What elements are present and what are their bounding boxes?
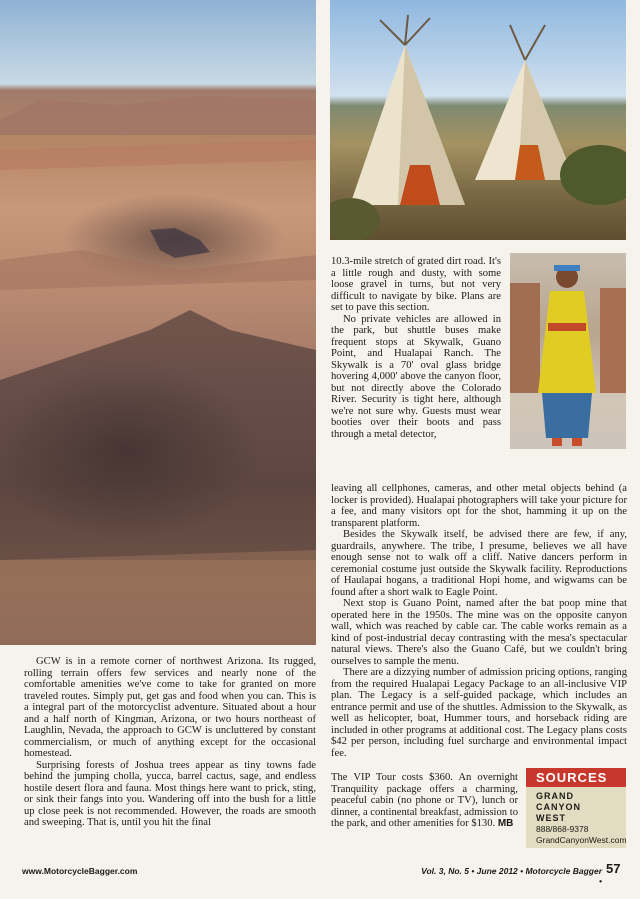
sources-name-line1: GRAND CANYON (536, 791, 582, 812)
sources-name-line2: WEST (536, 813, 566, 823)
canyon-photo (0, 0, 316, 645)
canyon-photo-art (0, 0, 316, 645)
teepee-photo-art (330, 0, 626, 240)
author-signature: MB (497, 818, 514, 829)
right-paragraph-2: Besides the Skywalk itself, be advised there are few, if any, guardrails, anywhere. The tribe, I presume, believes we all have enough sense not to walk off a cliff. Native dancers perform in ceremonial costume just outside the Skywalk facility. Reproductions of Haulapai hogans, a traditional Hopi home, and wigwams can be found after a short walk to Eagle Point. (331, 529, 627, 598)
right-column-text (331, 483, 627, 759)
sources-box (526, 768, 626, 848)
footer-issue: Vol. 3, No. 5 • June 2012 • Motorcycle Bagger • (421, 866, 602, 886)
sources-phone: 888/868-9378 (536, 824, 589, 834)
right-paragraph-1: leaving all cellphones, cameras, and other metal objects behind (a locker is provided). Hualapai photographers will take your picture for a fee, and many visitors opt for the shot, hamming it up on the transparent platform. (331, 483, 627, 529)
sources-body (526, 787, 626, 850)
right-paragraph-3: Next stop is Guano Point, named after the bat poop mine that operated here in the 1950s. The mine was on the opposite canyon wall, which was reached by cable car. The cable works remain as a kind of post-industrial decay contrasting with the mesa's spectacular natural views. There's also the Guano Café, but we couldn't bring ourselves to sample the menu. (331, 598, 627, 667)
page-number: 57 (606, 861, 621, 876)
left-column-text (24, 656, 316, 829)
dancer-photo (510, 253, 626, 449)
right-bottom-paragraph (331, 772, 518, 830)
right-bottom-text (331, 772, 518, 830)
left-paragraph-2: Surprising forests of Joshua trees appear as tiny towns fade behind the jumping cholla, yucca, barrel cactus, sage, and endless hostile desert flora and fauna. Most things here want to prick, sting, or sink their fangs into you. Wandering off into the bush for a little up close peek is not recommended. However, the roads are smooth and sweeping. That is, until you hit the final (24, 759, 316, 828)
right-top-text (331, 256, 501, 440)
teepee-photo (330, 0, 626, 240)
dancer-photo-art (510, 253, 626, 449)
left-paragraph-1: GCW is in a remote corner of northwest Arizona. Its rugged, rolling terrain offers few services and nearly none of the comfortable amenities we've come to take for granted on more traveled routes. Simply put, get gas and food when you can. This is a integral part of the motorcyclist adventure. Situated about a hour and a half north of Kingman, Arizona, or two hours northeast of Laughlin, Nevada, the approach to GCW is uncluttered by constant commercialism, or much of anything except for the occasional homestead. (24, 656, 316, 759)
vip-tour-text: The VIP Tour costs $360. An overnight Tranquility package offers a charming, peaceful cabin (no phone or TV), lunch or dinner, a continental breakfast, admission to the park, and other amenities for $130. (331, 772, 518, 829)
right-top-paragraph-1: 10.3-mile stretch of grated dirt road. It's a little rough and dusty, with some loose gravel in turns, but not very difficult to navigate by bike. Plans are set to pave this section. (331, 256, 501, 313)
right-paragraph-4: There are a dizzying number of admission pricing options, ranging from the required Hualapai Legacy Package to an all-inclusive VIP plan. The Legacy is a self-guided package, which includes an entrance permit and use of the shuttles. Admission to the Skywalk, as well as helicopter, boat, Hummer tours, and horseback riding are included in other programs at additional cost. The Legacy plans costs $42 per person, including fuel surcharge and environmental impact fee. (331, 667, 627, 759)
right-top-paragraph-2: No private vehicles are allowed in the park, but shuttle buses make frequent stops at Skywalk, Guano Point, and Hualapai Ranch. The Skywalk is a 70' oval glass bridge hovering 4,000' above the canyon floor, but not directly above the Colorado River. Security is tight here, although we're not sure why. Guests must wear booties over their boots and pass through a metal detector, (331, 313, 501, 440)
footer-url: www.MotorcycleBagger.com (22, 866, 138, 876)
sources-website: GrandCanyonWest.com (536, 835, 627, 845)
sources-heading: SOURCES (526, 768, 626, 787)
